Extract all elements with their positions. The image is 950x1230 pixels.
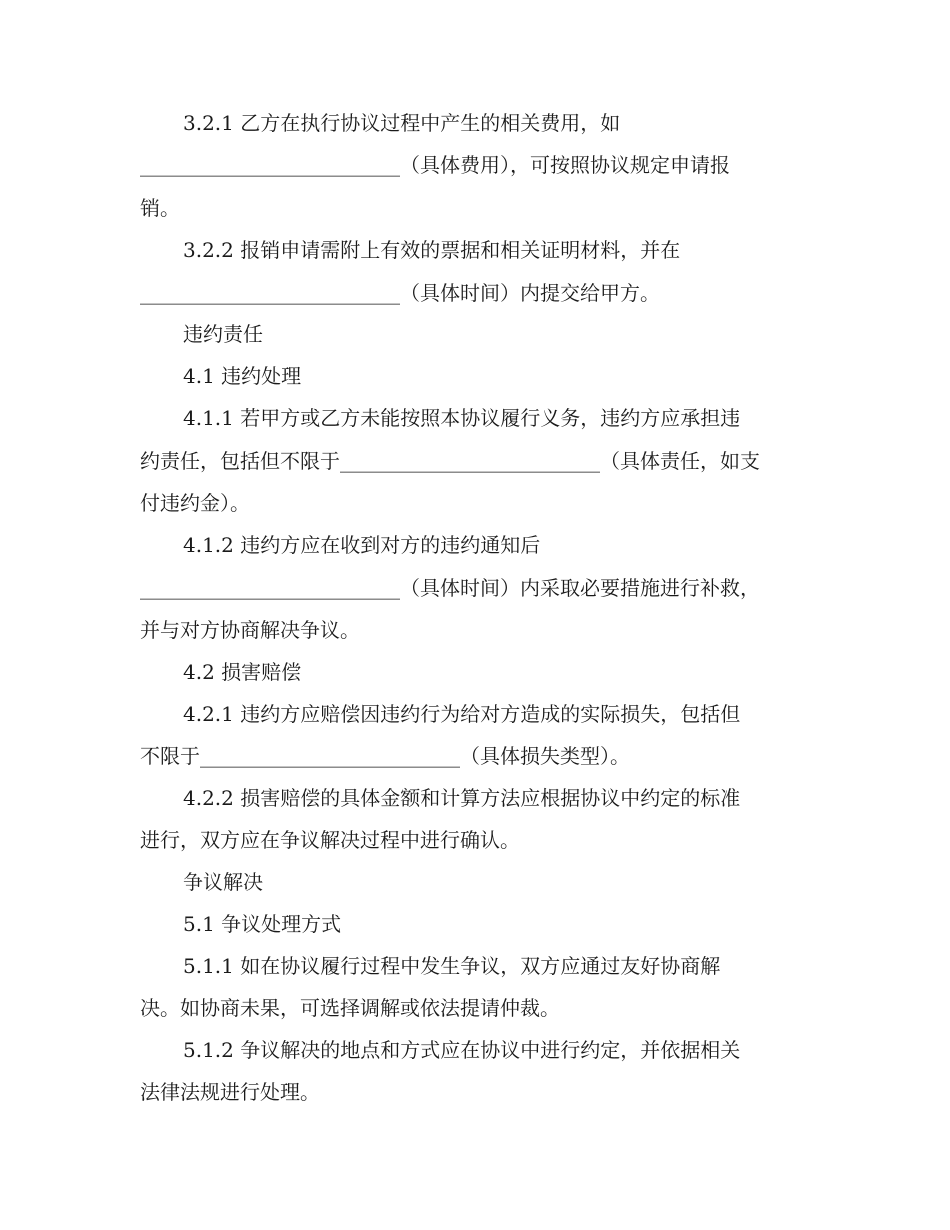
text-line: 4.2.1 违约方应赔偿因违约行为给对方造成的实际损失，包括但 <box>183 702 741 726</box>
text-line: 4.2.2 损害赔偿的具体金额和计算方法应根据协议中约定的标准 <box>183 786 741 810</box>
text-line: 不限于__________________________（具体损失类型）。 <box>140 744 630 768</box>
subsection-heading: 5.1 争议处理方式 <box>183 912 342 936</box>
text-line: 5.1.2 争议解决的地点和方式应在协议中进行约定，并依据相关 <box>183 1038 741 1062</box>
subsection-heading: 4.1 违约处理 <box>183 364 302 388</box>
text-line: 3.2.1 乙方在执行协议过程中产生的相关费用，如 <box>183 111 621 135</box>
text-line: 3.2.2 报销申请需附上有效的票据和相关证明材料，并在 <box>183 238 681 262</box>
subsection-heading: 4.2 损害赔偿 <box>183 660 302 684</box>
section-heading: 违约责任 <box>183 322 263 346</box>
text-line: 付违约金）。 <box>140 491 250 515</box>
text-line: 法律法规进行处理。 <box>140 1080 320 1104</box>
section-heading: 争议解决 <box>183 870 263 894</box>
text-line: 并与对方协商解决争议。 <box>140 618 360 642</box>
text-line: 进行，双方应在争议解决过程中进行确认。 <box>140 828 520 852</box>
text-line: 约责任，包括但不限于__________________________（具体责任，如支 <box>140 449 760 473</box>
text-line: 4.1.2 违约方应在收到对方的违约通知后 <box>183 533 541 557</box>
text-line: 决。如协商未果，可选择调解或依法提请仲裁。 <box>140 996 560 1020</box>
text-line: __________________________（具体时间）内提交给甲方。 <box>140 281 660 305</box>
text-line: __________________________（具体费用），可按照协议规定申请报 <box>140 153 730 177</box>
text-line: 销。 <box>140 196 180 220</box>
text-line: 4.1.1 若甲方或乙方未能按照本协议履行义务，违约方应承担违 <box>183 406 741 430</box>
text-line: 5.1.1 如在协议履行过程中发生争议，双方应通过友好协商解 <box>183 954 721 978</box>
text-line: __________________________（具体时间）内采取必要措施进行补救， <box>140 576 760 600</box>
